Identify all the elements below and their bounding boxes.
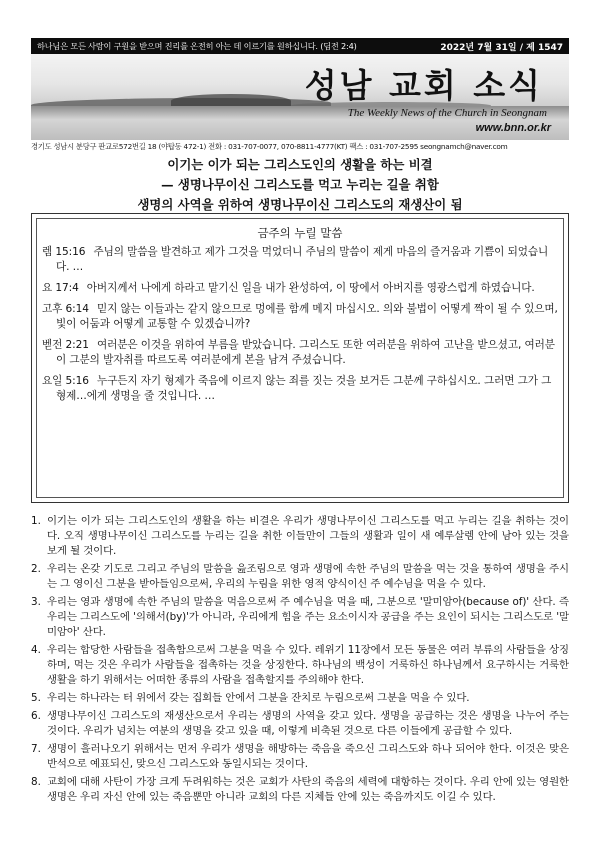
point-number: 2. [31, 563, 41, 575]
point-text: 생명이 흘러나오기 위해서는 먼저 우리가 생명을 해방하는 죽음을 죽으신 그리스도와 하나 되어야 한다. 이것은 맞은 반석으로 예표되신, 맞으신 그리스도와 동일시되는 것이다. [47, 743, 569, 770]
headlines [31, 155, 569, 215]
point-text: 생명나무이신 그리스도의 재생산으로서 우리는 생명의 사역을 갖고 있다. 생명을 공급하는 것은 생명을 나누어 주는 것이다. 우리가 넘치는 여분의 생명을 갖고 있을 때, 이렇게 비축된 것으로 다른 이들에게 공급할 수 있다. [47, 710, 569, 737]
numbered-points [31, 514, 569, 808]
verse-text: 믿지 않는 이들과는 같지 않으므로 멍에를 함께 메지 마십시오. 의와 불법이 어떻게 짝이 될 수 있으며, 빛이 어둠과 어떻게 교통할 수 있겠습니까? [56, 303, 558, 330]
verse-item [42, 281, 558, 296]
headline-3: 생명의 사역을 위하여 생명나무이신 그리스도의 재생산이 됨 [137, 197, 463, 212]
point-number: 8. [31, 776, 41, 788]
contact-address: 경기도 성남시 분당구 판교로572번길 18 (야탑동 472-1) 전화 : 031-707-0077, 070-8811-4777(KT) 팩스 : 031-707-2595 seongnamch@naver.com [31, 142, 508, 151]
point-text: 우리는 합당한 사람들을 접촉함으로써 그분을 먹을 수 있다. 레위기 11장에서 모든 동물은 여러 부류의 사람들을 상징하며, 먹는 것은 우리가 사람들을 접촉하는 것을 상징한다. 하나님의 백성이 거룩하신 하나님께서 요구하시는 거룩한 생활을 하기 위해서는 어떠한 종류의 사람을 접촉할지를 주의해야 한다. [47, 644, 569, 686]
point-item [31, 595, 569, 640]
point-number: 6. [31, 710, 41, 722]
verse-text: 아버지께서 나에게 하라고 맡기신 일을 내가 완성하여, 이 땅에서 아버지를 영광스럽게 하였습니다. [86, 282, 535, 294]
verse-ref: 요 17:4 [42, 282, 79, 294]
point-number: 7. [31, 743, 41, 755]
point-item [31, 691, 569, 706]
verse-ref: 고후 6:14 [42, 303, 89, 315]
point-text: 우리는 영과 생명에 속한 주님의 말씀을 먹음으로써 주 예수님을 먹을 때, 그분으로 '말미암아(because of)' 산다. 즉 우리는 그리스도에 '의해서(by)'가 아니라, 우리에게 힘을 주는 요소이시자 공급을 주는 요인이 되시는 그리스도로 '말미암아' 산다. [47, 596, 569, 638]
bulletin-title: 성남 교회 소식 [304, 66, 543, 105]
masthead-banner [31, 54, 569, 140]
point-item [31, 742, 569, 772]
verses-title: 금주의 누릴 말씀 [257, 226, 343, 240]
point-item [31, 514, 569, 559]
bulletin-subtitle: The Weekly News of the Church in Seongnam [347, 107, 547, 119]
point-item [31, 775, 569, 805]
point-text: 우리는 하나라는 터 위에서 갖는 집회들 안에서 그분을 잔치로 누림으로써 그분을 먹을 수 있다. [47, 692, 470, 704]
verse-ref: 렘 15:16 [42, 246, 86, 258]
verse-ref: 벧전 2:21 [42, 339, 89, 351]
point-number: 4. [31, 644, 41, 656]
point-text: 우리는 온갖 기도로 그리고 주님의 말씀을 읊조림으로 영과 생명에 속한 주님의 말씀을 먹는 것을 통하여 생명을 주시는 그 영이신 그분을 받아들임으로써, 우리의 누림을 위한 영적 양식이신 주 예수님을 먹을 수 있다. [47, 563, 569, 590]
point-item [31, 562, 569, 592]
weekly-verses-inner [36, 218, 564, 498]
verse-text: 누구든지 자기 형제가 죽음에 이르지 않는 죄를 짓는 것을 보거든 그분께 구하십시오. 그러면 그가 그 형제…에게 생명을 줄 것입니다. … [56, 375, 552, 402]
point-text: 이기는 이가 되는 그리스도인의 생활을 하는 비결은 우리가 생명나무이신 그리스도를 먹고 누리는 길을 취하는 것이다. 오직 생명나무이신 그리스도를 누리는 길을 취한 이들만이 그들의 생활과 일이 새 예루살렘 안에 남아 있는 것을 보게 될 것이다. [47, 515, 569, 557]
point-number: 5. [31, 692, 41, 704]
point-text: 교회에 대해 사탄이 가장 크게 두려워하는 것은 교회가 사탄의 죽음의 세력에 대항하는 것이다. 우리 안에 있는 영원한 생명은 우리 자신 안에 있는 죽음뿐만 아니라 교회의 다른 지체들 안에 있는 죽음까지도 이길 수 있다. [47, 776, 569, 803]
verse-text: 주님의 말씀을 발견하고 제가 그것을 먹었더니 주님의 말씀이 제게 마음의 즐거움과 기쁨이 되었습니다. … [56, 246, 549, 273]
headline-2: — 생명나무이신 그리스도를 먹고 누리는 길을 취함 [161, 177, 439, 192]
issue-date: 2022년 7월 31일 / 제 1547 [440, 42, 563, 53]
verse-ref: 요일 5:16 [42, 375, 89, 387]
verse-item [42, 245, 558, 275]
verse-text: 여러분은 이것을 위하여 부름을 받았습니다. 그리스도 또한 여러분을 위하여 고난을 받으셨고, 여러분이 그분의 발자취를 따르도록 여러분에게 본을 남겨 주셨습니다. [56, 339, 555, 366]
point-number: 3. [31, 596, 41, 608]
verse-item [42, 302, 558, 332]
point-item [31, 643, 569, 688]
point-item [31, 709, 569, 739]
website-link[interactable]: www.bnn.or.kr [475, 122, 551, 134]
weekly-verses-box [31, 213, 569, 503]
point-number: 1. [31, 515, 41, 527]
verse-item [42, 374, 558, 404]
header-verse: 하나님은 모든 사람이 구원을 받으며 진리를 온전히 아는 데 이르기를 원하십니다. (딤전 2:4) [37, 40, 357, 51]
header-strip [31, 38, 569, 54]
headline-1: 이기는 이가 되는 그리스도인의 생활을 하는 비결 [167, 157, 433, 172]
verse-item [42, 338, 558, 368]
